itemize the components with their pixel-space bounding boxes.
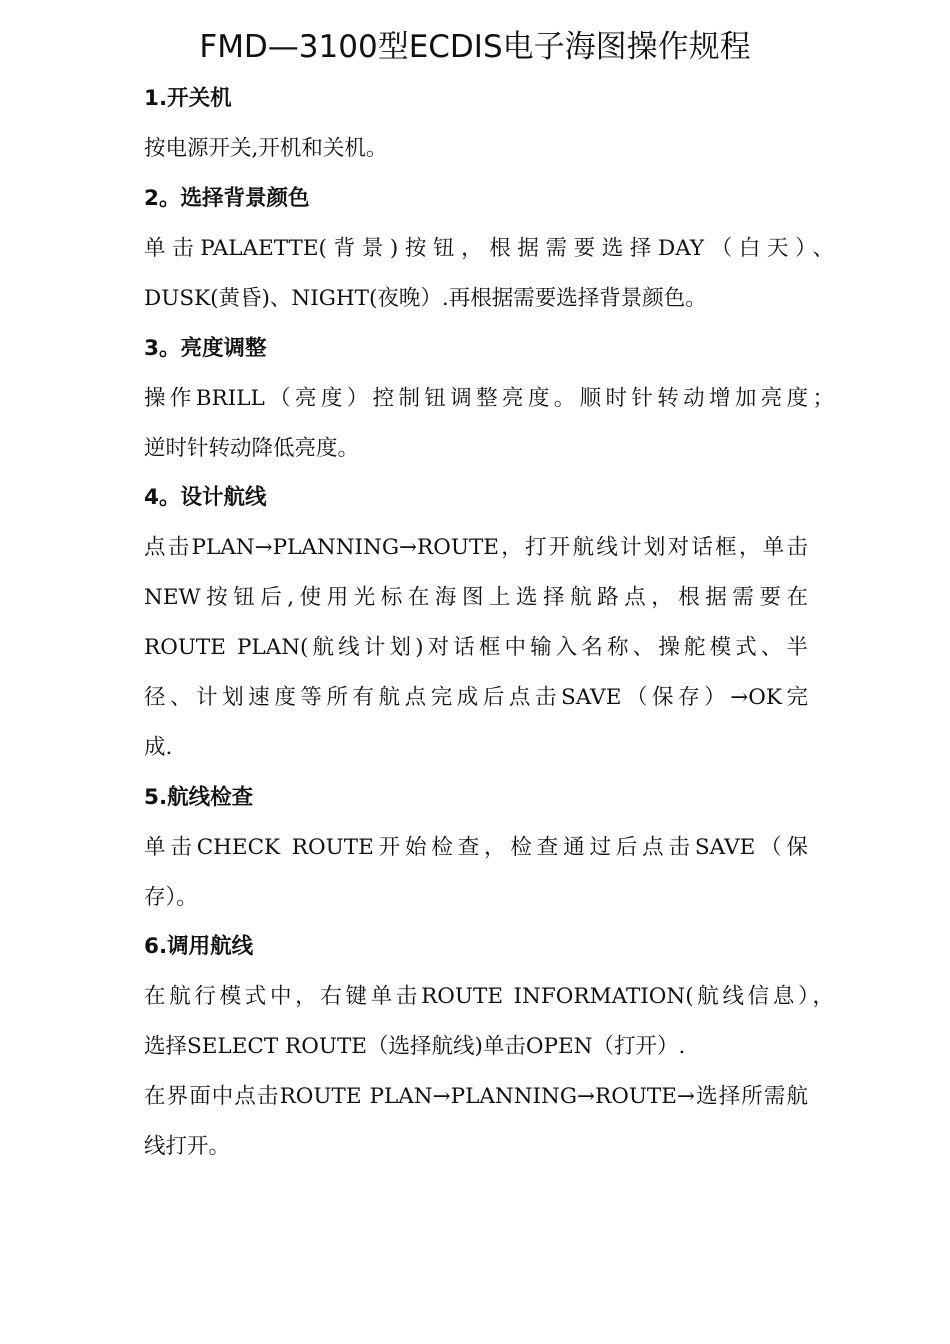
section-text-line: 线打开。 bbox=[144, 1134, 231, 1159]
section-text-line: 点击PLAN→PLANNING→ROUTE，打开航线计划对话框，单击 bbox=[144, 535, 808, 560]
section-heading-background-color: 2。选择背景颜色 bbox=[144, 186, 310, 211]
section-heading-route-check: 5.航线检查 bbox=[144, 785, 254, 810]
section-text-line: 单击PALAETTE(背景)按钮，根据需要选择DAY（白天）、 bbox=[144, 236, 834, 261]
section-text-line: DUSK(黄昏)、NIGHT(夜晚）.再根据需要选择背景颜色。 bbox=[144, 286, 707, 311]
document-title: FMD—3100型ECDIS电子海图操作规程 bbox=[199, 29, 751, 65]
section-text-line: 选择SELECT ROUTE（选择航线)单击OPEN（打开）. bbox=[144, 1034, 686, 1059]
section-text-line: 成. bbox=[144, 735, 173, 760]
section-text-line: 存）。 bbox=[144, 885, 198, 910]
section-text-line: 操作BRILL（亮度）控制钮调整亮度。顺时针转动增加亮度； bbox=[144, 386, 834, 411]
section-text-line: 在航行模式中，右键单击ROUTE INFORMATION(航线信息）， bbox=[144, 984, 834, 1009]
section-text-line: 逆时针转动降低亮度。 bbox=[144, 436, 360, 461]
section-text-line: 单击CHECK ROUTE开始检查，检查通过后点击SAVE（保 bbox=[144, 835, 808, 860]
section-text-line: 按电源开关,开机和关机。 bbox=[144, 136, 388, 161]
section-heading-power: 1.开关机 bbox=[144, 86, 232, 111]
section-text-line: 径、计划速度等所有航点完成后点击SAVE（保存）→OK完 bbox=[144, 685, 808, 710]
section-heading-route-load: 6.调用航线 bbox=[144, 934, 254, 959]
section-text-line: 在界面中点击ROUTE PLAN→PLANNING→ROUTE→选择所需航 bbox=[144, 1084, 808, 1109]
section-heading-route-design: 4。设计航线 bbox=[144, 485, 267, 510]
section-text-line: NEW按钮后,使用光标在海图上选择航路点，根据需要在 bbox=[144, 585, 808, 610]
section-text-line: ROUTE PLAN(航线计划)对话框中输入名称、操舵模式、半 bbox=[144, 635, 808, 660]
section-heading-brightness: 3。亮度调整 bbox=[144, 336, 267, 361]
